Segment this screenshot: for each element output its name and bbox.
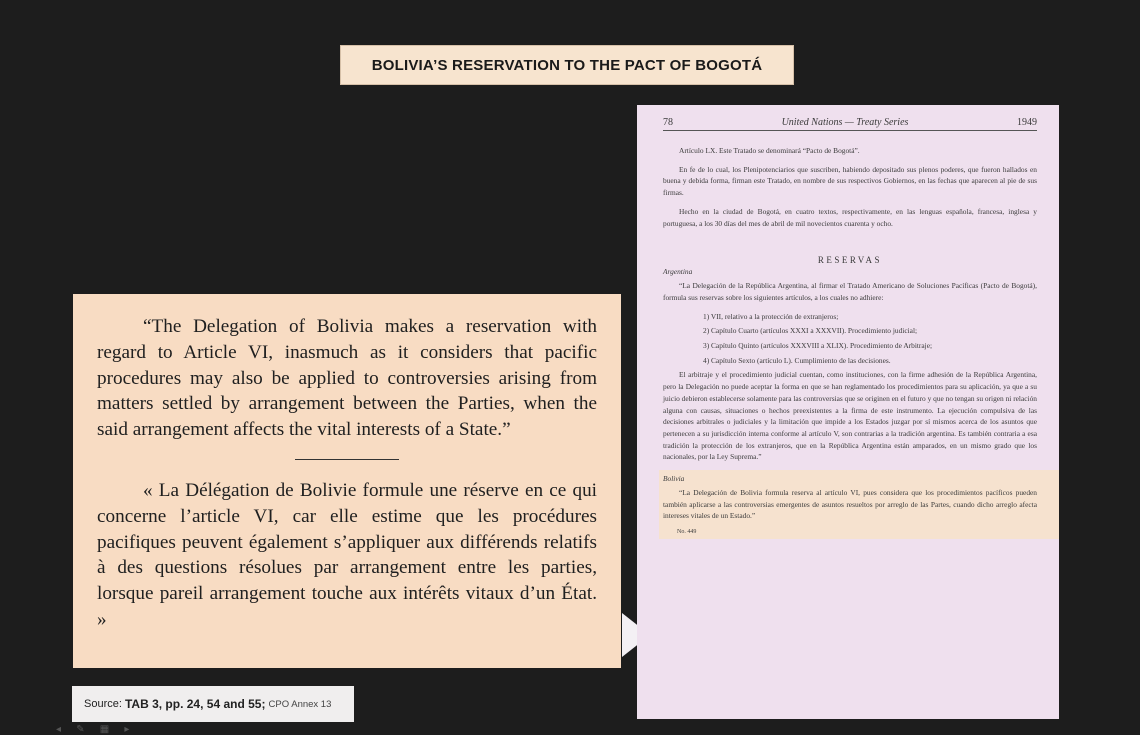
hecho-paragraph: Hecho en la ciudad de Bogotá, en cuatro textos, respectivamente, en las lenguas española, francesa, inglesa y portuguesa, a los 30 días del mes de abril de mil novecientos cuarenta y ocho. xyxy=(663,206,1037,228)
en-fe-paragraph: En fe de lo cual, los Plenipotenciarios que suscriben, habiendo depositado sus plenos poderes, que fueron hallados en buena y debida forma, firman este Tratado, en nombre de sus respectivos Gobiernos, en las fechas que aparecen al pie de sus firmas. xyxy=(663,164,1037,198)
argentina-label: Argentina xyxy=(663,267,693,277)
document-footnote: No. 449 xyxy=(677,529,697,536)
argentina-reservation: “La Delegación de la República Argentina, al firmar el Tratado Americano de Soluciones Pacíficas (Pacto de Bogotá), formula sus reservas sobre los siguientes artículos, a los cuales no adhiere: xyxy=(663,281,1037,302)
document-header xyxy=(663,117,1037,131)
reservation-item: 1) VII, relativo a la protección de extranjeros; xyxy=(703,311,839,321)
quote-divider xyxy=(295,459,399,460)
slide-controls-icon[interactable]: ◂ ✎ ▦ ▸ xyxy=(56,724,136,735)
source-citation xyxy=(72,686,354,722)
source-annex: CPO Annex 13 xyxy=(268,698,332,710)
document-series: United Nations — Treaty Series xyxy=(781,117,909,128)
source-reference: TAB 3, pp. 24, 54 and 55; xyxy=(124,697,266,711)
article-lx: Artículo LX. Este Tratado se denominará “Pacto de Bogotá”. xyxy=(679,146,860,155)
slide-title: BOLIVIA’S RESERVATION TO THE PACT OF BOGOTÁ xyxy=(371,56,763,74)
reservation-item: 4) Capítulo Sexto (artículo L). Cumplimiento de las decisiones. xyxy=(703,355,891,365)
bolivia-reservation: “La Delegación de Bolivia formula reserva al artículo VI, pues considera que los procedimientos pacíficos pueden también aplicarse a las controversias emergentes de asuntos resueltos por arreglo de las Partes, cuando dicho arreglo afecta intereses vitales de un Estado.” xyxy=(663,488,1037,521)
arbitraje-paragraph: El arbitraje y el procedimiento judicial cuentan, como instituciones, con la firme adhesión de la República Argentina, pero la Delegación no puede aceptar la forma en que se han reglamentado los procedimientos para su aplicación, ya que a su juicio debieron establecerse solamente para las controversias que se originen en el futuro y que no tengan su origen ni relación alguna con causas, situaciones o hechos preexistentes a la firma de este instrumento. La ejecución compulsiva de las decisiones arbitrales o judiciales y la limitación que impide a los Estados juzgar por sí mismos acerca de los asuntos que pertenecen a su jurisdicción interna conforme al artículo V, son contrarias a la tradición argentina. Es también contraria a esa tradición la protección de los extranjeros, que en la República Argentina están amparados, en un mismo grado que los nacionales, por la Ley Suprema.” xyxy=(663,370,1037,462)
bolivia-highlight xyxy=(659,470,1059,539)
quote-english: “The Delegation of Bolivia makes a reservation with regard to Article VI, inasmuch as it considers that pacific procedures may also be applied to controversies arising from matters settled by arrangement between the Parties, when the said arrangement affects the vital interests of a State.” xyxy=(97,316,597,441)
bolivia-label: Bolivia xyxy=(663,474,685,484)
treaty-document-page xyxy=(637,105,1059,719)
source-label: Source: xyxy=(84,698,122,710)
reservation-item: 2) Capítulo Cuarto (artículos XXXI a XXXVII). Procedimiento judicial; xyxy=(703,326,918,336)
document-page-number: 78 xyxy=(663,117,673,128)
document-year: 1949 xyxy=(1016,117,1037,128)
reservation-item: 3) Capítulo Quinto (artículos XXXVIII a XLIX). Procedimiento de Arbitraje; xyxy=(703,341,933,351)
reservas-heading: RESERVAS xyxy=(817,255,883,266)
slide-title-box xyxy=(340,45,794,85)
quote-panel xyxy=(73,294,621,668)
quote-french: « La Délégation de Bolivie formule une réserve en ce qui concerne l’article VI, car elle estime que les procédures pacifiques peuvent également s’appliquer aux différends relatifs à des questions résolues par arrangement entre les parties, lorsque pareil arrangement touche aux intérêts vitaux d’un État. » xyxy=(97,479,597,630)
